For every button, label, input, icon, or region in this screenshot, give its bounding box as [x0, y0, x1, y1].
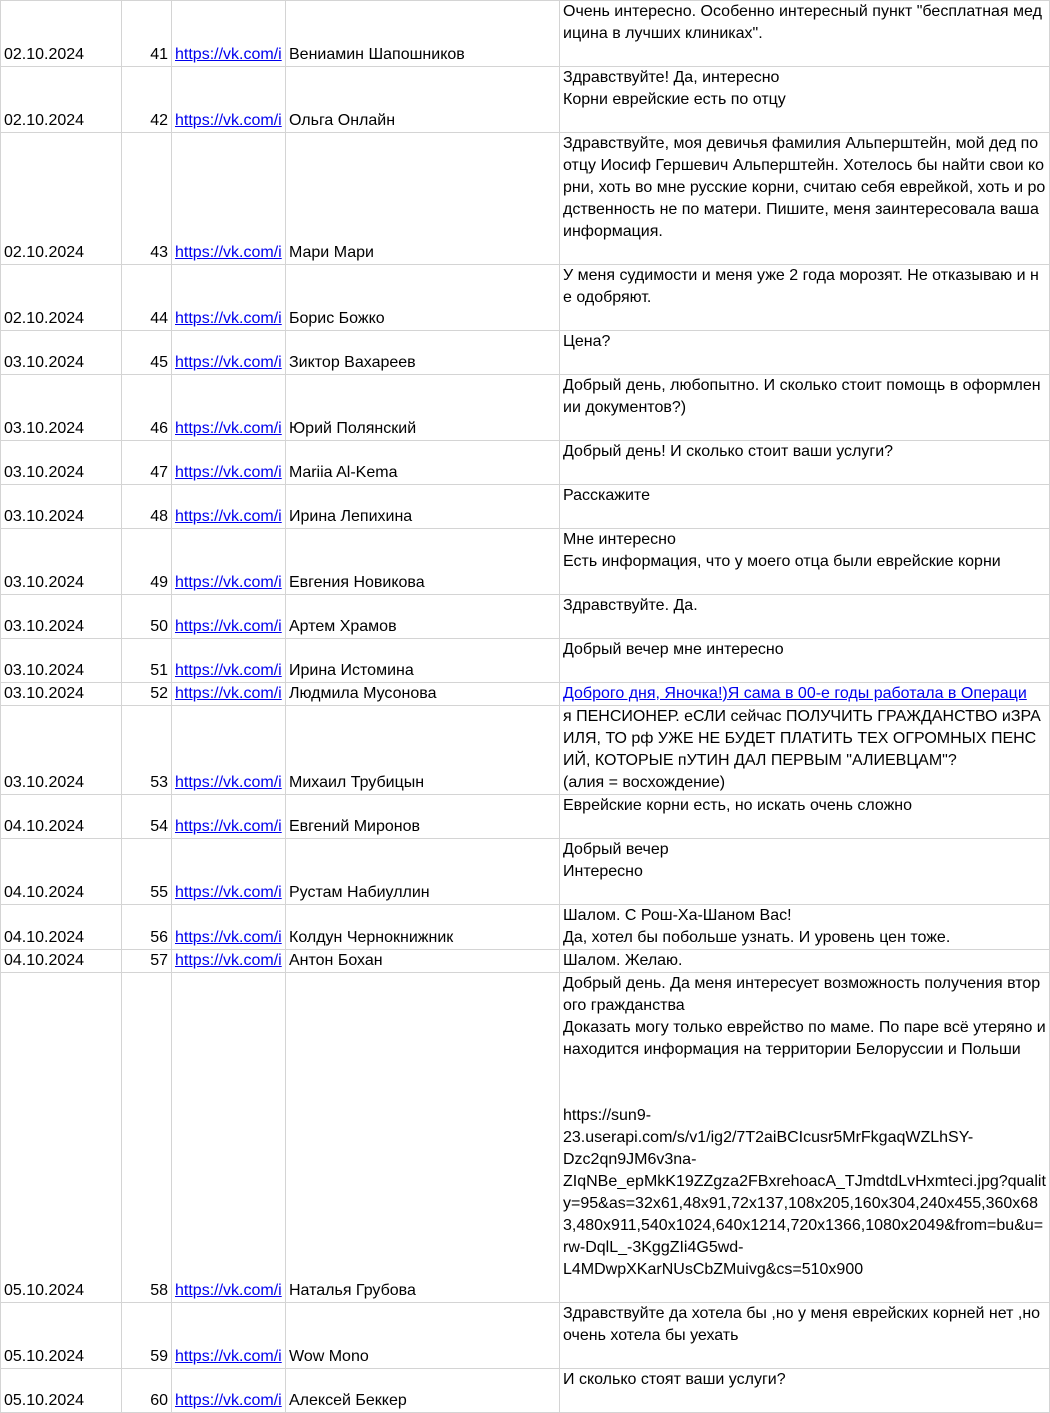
date-cell[interactable]: 03.10.2024	[1, 375, 122, 441]
message-cell[interactable]: И сколько стоят ваши услуги?	[560, 1369, 1050, 1413]
message-cell[interactable]: я ПЕНСИОНЕР. еСЛИ сейчас ПОЛУЧИТЬ ГРАЖДАНСТВО иЗРАИЛЯ, ТО рф УЖЕ НЕ БУДЕТ ПЛАТИТЬ ТЕХ ОГРОМНЫХ ПЕНСИЙ, КОТОРЫЕ пУТИН ДАЛ ПЕРВЫМ "АЛИЕВЦАМ"? (алия = восхождение)	[560, 706, 1050, 795]
number-cell[interactable]: 43	[122, 133, 172, 265]
message-cell[interactable]: Добрый вечер Интересно	[560, 839, 1050, 905]
date-cell[interactable]: 03.10.2024	[1, 706, 122, 795]
profile-link-cell[interactable]: https://vk.com/i	[172, 905, 286, 950]
name-cell[interactable]: Наталья Грубова	[286, 973, 560, 1303]
message-cell[interactable]: Шалом. Желаю.	[560, 950, 1050, 973]
number-cell[interactable]: 47	[122, 441, 172, 485]
profile-link-cell[interactable]: https://vk.com/i	[172, 441, 286, 485]
date-cell[interactable]: 02.10.2024	[1, 1, 122, 67]
message-cell[interactable]: Добрый день. Да меня интересует возможность получения второго гражданства Доказать могу только еврейство по маме. По паре всё утеряно и находится информация на территории Белоруссии и Польши https://sun9- 23.userapi.com/s/v1/ig2/7T2aiBCIcusr5MrFkgaqWZLhSY- Dzc2qn9JM6v3na- ZIqNBe_epMkK19ZZgza2FBxrehoacA_TJmdtdLvHxmteci.jpg?quality=95&as=32x61,48x91,72x137,108x205,160x304,240x455,360x683,480x911,540x1024,640x1214,720x1366,1080x2049&from=bu&u=rw-DqlL_-3KggZIi4G5wd- L4MDwpXKarNUsCbZMuivg&cs=510x900	[560, 973, 1050, 1303]
table-row	[1, 441, 1050, 485]
profile-link-cell[interactable]: https://vk.com/i	[172, 485, 286, 529]
table-row	[1, 683, 1050, 706]
date-cell[interactable]: 03.10.2024	[1, 683, 122, 706]
profile-link-cell[interactable]: https://vk.com/i	[172, 973, 286, 1303]
profile-link-cell[interactable]: https://vk.com/i	[172, 706, 286, 795]
message-cell[interactable]: Доброго дня, Яночка!)Я сама в 00-е годы работала в Операци	[560, 683, 1050, 706]
date-cell[interactable]: 03.10.2024	[1, 529, 122, 595]
table-row	[1, 905, 1050, 950]
profile-link-cell[interactable]: https://vk.com/i	[172, 331, 286, 375]
table-row	[1, 67, 1050, 133]
number-cell[interactable]: 52	[122, 683, 172, 706]
message-cell[interactable]: Здравствуйте! Да, интересно Корни еврейские есть по отцу	[560, 67, 1050, 133]
message-cell[interactable]: Добрый день! И сколько стоит ваши услуги?	[560, 441, 1050, 485]
number-cell[interactable]: 59	[122, 1303, 172, 1369]
date-cell[interactable]: 03.10.2024	[1, 441, 122, 485]
name-cell[interactable]: Михаил Трубицын	[286, 706, 560, 795]
table-row	[1, 485, 1050, 529]
table-row	[1, 950, 1050, 973]
date-cell[interactable]: 02.10.2024	[1, 133, 122, 265]
message-cell[interactable]: Добрый день, любопытно. И сколько стоит помощь в оформлении документов?)	[560, 375, 1050, 441]
number-cell[interactable]: 44	[122, 265, 172, 331]
profile-link-cell[interactable]: https://vk.com/i	[172, 1303, 286, 1369]
message-cell[interactable]: Здравствуйте, моя девичья фамилия Альперштейн, мой дед по отцу Иосиф Гершевич Альперштейн. Хотелось бы найти свои корни, хоть во мне русские корни, считаю себя еврейкой, хоть и родственность не по матери. Пишите, меня заинтересовала ваша информация.	[560, 133, 1050, 265]
number-cell[interactable]: 41	[122, 1, 172, 67]
date-cell[interactable]: 04.10.2024	[1, 795, 122, 839]
profile-link-cell[interactable]: https://vk.com/i	[172, 67, 286, 133]
profile-link-cell[interactable]: https://vk.com/i	[172, 950, 286, 973]
profile-link-cell[interactable]: https://vk.com/i	[172, 265, 286, 331]
profile-link-cell[interactable]: https://vk.com/i	[172, 1, 286, 67]
date-cell[interactable]: 03.10.2024	[1, 485, 122, 529]
message-cell[interactable]: Расскажите	[560, 485, 1050, 529]
profile-link-cell[interactable]: https://vk.com/i	[172, 1369, 286, 1413]
profile-link-cell[interactable]: https://vk.com/i	[172, 529, 286, 595]
name-cell[interactable]: Mariia Al-Kema	[286, 441, 560, 485]
date-cell[interactable]: 02.10.2024	[1, 265, 122, 331]
name-cell[interactable]: Евгения Новикова	[286, 529, 560, 595]
number-cell[interactable]: 46	[122, 375, 172, 441]
profile-link-cell[interactable]: https://vk.com/i	[172, 639, 286, 683]
number-cell[interactable]: 57	[122, 950, 172, 973]
message-cell[interactable]: Шалом. С Рош-Ха-Шаном Вас! Да, хотел бы побольше узнать. И уровень цен тоже.	[560, 905, 1050, 950]
table-row	[1, 595, 1050, 639]
date-cell[interactable]: 03.10.2024	[1, 331, 122, 375]
date-cell[interactable]: 05.10.2024	[1, 973, 122, 1303]
date-cell[interactable]: 05.10.2024	[1, 1303, 122, 1369]
table-row	[1, 133, 1050, 265]
number-cell[interactable]: 60	[122, 1369, 172, 1413]
name-cell[interactable]: Антон Бохан	[286, 950, 560, 973]
number-cell[interactable]: 53	[122, 706, 172, 795]
profile-link-cell[interactable]: https://vk.com/i	[172, 795, 286, 839]
name-cell[interactable]: Зиктор Вахареев	[286, 331, 560, 375]
table-row	[1, 1, 1050, 67]
number-cell[interactable]: 54	[122, 795, 172, 839]
name-cell[interactable]: Вениамин Шапошников	[286, 1, 560, 67]
profile-link-cell[interactable]: https://vk.com/i	[172, 133, 286, 265]
name-cell[interactable]: Алексей Беккер	[286, 1369, 560, 1413]
table-row	[1, 1369, 1050, 1413]
table-row	[1, 973, 1050, 1303]
number-cell[interactable]: 56	[122, 905, 172, 950]
name-cell[interactable]: Колдун Чернокнижник	[286, 905, 560, 950]
message-cell[interactable]: Еврейские корни есть, но искать очень сложно	[560, 795, 1050, 839]
message-cell[interactable]: Здравствуйте. Да.	[560, 595, 1050, 639]
date-cell[interactable]: 04.10.2024	[1, 950, 122, 973]
name-cell[interactable]: Юрий Полянский	[286, 375, 560, 441]
table-row	[1, 265, 1050, 331]
table-row	[1, 839, 1050, 905]
profile-link-cell[interactable]: https://vk.com/i	[172, 839, 286, 905]
date-cell[interactable]: 04.10.2024	[1, 905, 122, 950]
name-cell[interactable]: Wow Mono	[286, 1303, 560, 1369]
profile-link-cell[interactable]: https://vk.com/i	[172, 595, 286, 639]
name-cell[interactable]: Евгений Миронов	[286, 795, 560, 839]
spreadsheet-body	[1, 1, 1050, 1413]
name-cell[interactable]: Ольга Онлайн	[286, 67, 560, 133]
table-row	[1, 639, 1050, 683]
number-cell[interactable]: 45	[122, 331, 172, 375]
number-cell[interactable]: 49	[122, 529, 172, 595]
date-cell[interactable]: 03.10.2024	[1, 639, 122, 683]
date-cell[interactable]: 03.10.2024	[1, 595, 122, 639]
date-cell[interactable]: 05.10.2024	[1, 1369, 122, 1413]
number-cell[interactable]: 48	[122, 485, 172, 529]
name-cell[interactable]: Мари Мари	[286, 133, 560, 265]
table-row	[1, 795, 1050, 839]
name-cell[interactable]: Рустам Набиуллин	[286, 839, 560, 905]
message-cell[interactable]: У меня судимости и меня уже 2 года морозят. Не отказываю и не одобряют.	[560, 265, 1050, 331]
number-cell[interactable]: 58	[122, 973, 172, 1303]
message-cell[interactable]: Здравствуйте да хотела бы ,но у меня еврейских корней нет ,но очень хотела бы уехать	[560, 1303, 1050, 1369]
date-cell[interactable]: 04.10.2024	[1, 839, 122, 905]
date-cell[interactable]: 02.10.2024	[1, 67, 122, 133]
name-cell[interactable]: Людмила Мусонова	[286, 683, 560, 706]
number-cell[interactable]: 55	[122, 839, 172, 905]
profile-link-cell[interactable]: https://vk.com/i	[172, 683, 286, 706]
name-cell[interactable]: Ирина Истомина	[286, 639, 560, 683]
number-cell[interactable]: 50	[122, 595, 172, 639]
table-row	[1, 1303, 1050, 1369]
table-row	[1, 529, 1050, 595]
message-cell[interactable]: Добрый вечер мне интересно	[560, 639, 1050, 683]
profile-link-cell[interactable]: https://vk.com/i	[172, 375, 286, 441]
name-cell[interactable]: Ирина Лепихина	[286, 485, 560, 529]
number-cell[interactable]: 51	[122, 639, 172, 683]
message-cell[interactable]: Цена?	[560, 331, 1050, 375]
message-cell[interactable]: Мне интересно Есть информация, что у моего отца были еврейские корни	[560, 529, 1050, 595]
table-row	[1, 706, 1050, 795]
message-cell[interactable]: Очень интересно. Особенно интересный пункт "бесплатная медицина в лучших клиниках".	[560, 1, 1050, 67]
table-row	[1, 375, 1050, 441]
number-cell[interactable]: 42	[122, 67, 172, 133]
table-row	[1, 331, 1050, 375]
name-cell[interactable]: Борис Божко	[286, 265, 560, 331]
name-cell[interactable]: Артем Храмов	[286, 595, 560, 639]
